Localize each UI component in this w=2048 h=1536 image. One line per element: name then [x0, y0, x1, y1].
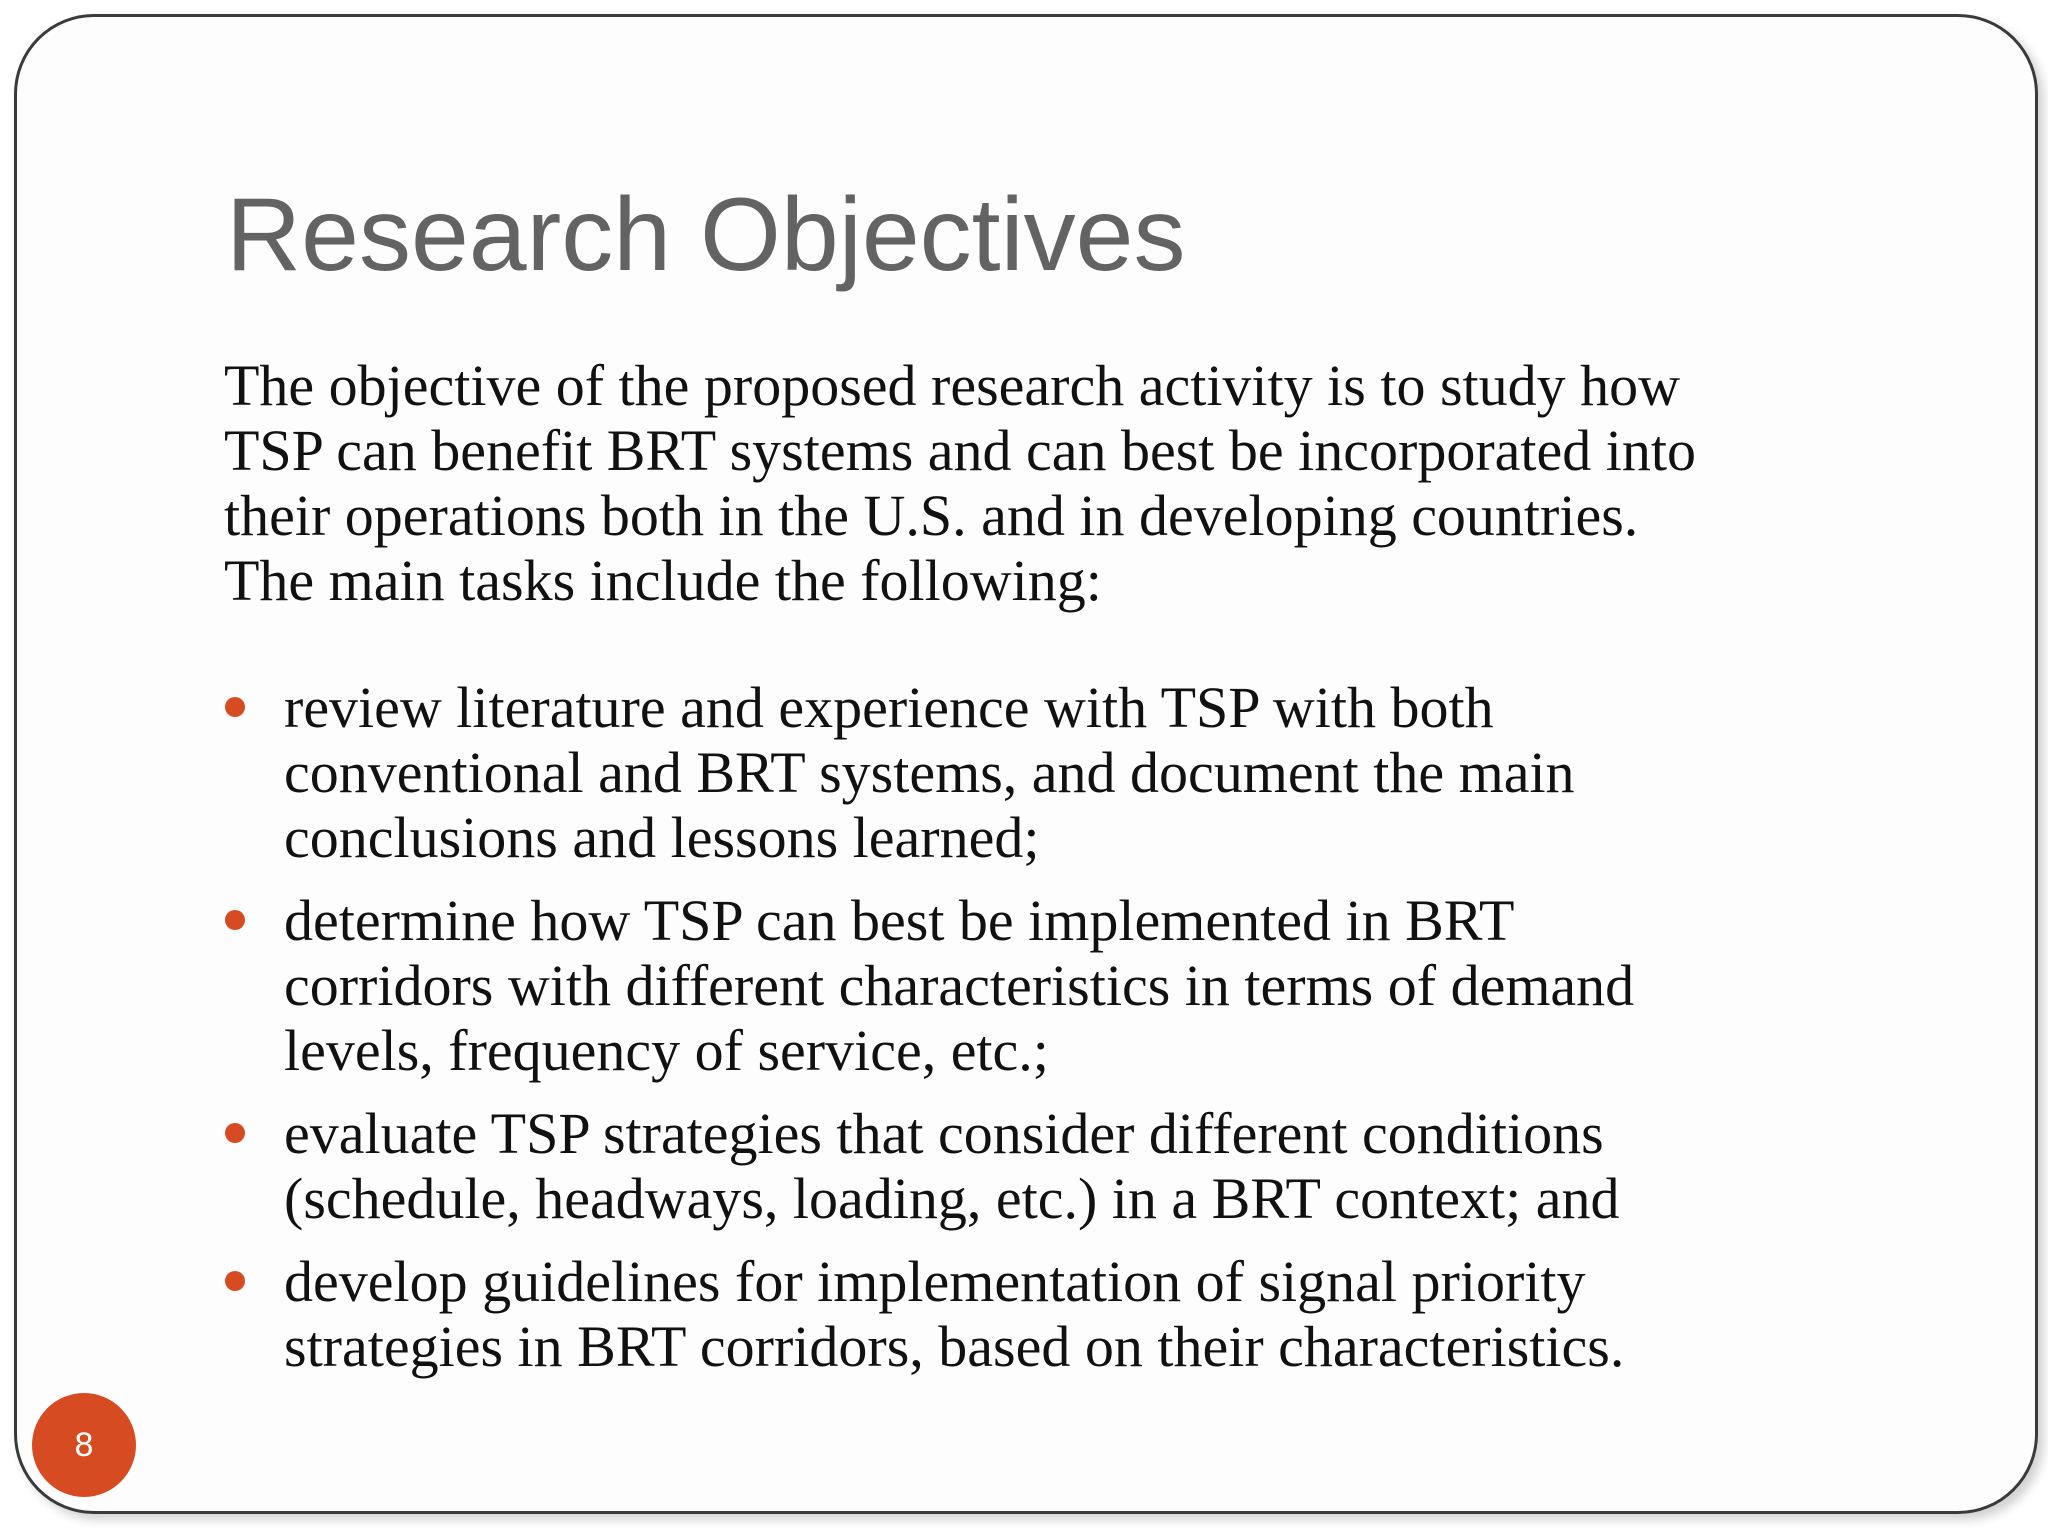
task-line: conclusions and lessons learned;	[284, 805, 1040, 870]
page-number-badge: 8	[32, 1393, 136, 1497]
task-line: determine how TSP can best be implemented in BRT	[284, 888, 1515, 953]
task-line: strategies in BRT corridors, based on their characteristics.	[284, 1314, 1625, 1379]
intro-paragraph	[224, 353, 1844, 613]
task-list	[224, 675, 1884, 1397]
task-list-item	[224, 888, 1884, 1083]
task-line: corridors with different characteristics in terms of demand	[284, 953, 1635, 1018]
task-list-item	[224, 1249, 1884, 1379]
bullet-icon	[225, 1123, 245, 1143]
slide-title: Research Objectives	[226, 177, 1186, 293]
intro-line: The main tasks include the following:	[224, 548, 1102, 613]
intro-line: TSP can benefit BRT systems and can best be incorporated into	[224, 418, 1696, 483]
intro-line: their operations both in the U.S. and in developing countries.	[224, 483, 1639, 548]
task-list-item	[224, 675, 1884, 870]
task-line: levels, frequency of service, etc.;	[284, 1018, 1049, 1083]
bullet-icon	[225, 910, 245, 930]
task-list-item	[224, 1101, 1884, 1231]
bullet-icon	[225, 697, 245, 717]
task-line: (schedule, headways, loading, etc.) in a BRT context; and	[284, 1166, 1620, 1231]
task-line: evaluate TSP strategies that consider different conditions	[284, 1101, 1604, 1166]
intro-line: The objective of the proposed research activity is to study how	[224, 353, 1681, 418]
task-line: review literature and experience with TSP with both	[284, 675, 1494, 740]
task-line: develop guidelines for implementation of signal priority	[284, 1249, 1586, 1314]
bullet-icon	[225, 1271, 245, 1291]
task-line: conventional and BRT systems, and document the main	[284, 740, 1575, 805]
